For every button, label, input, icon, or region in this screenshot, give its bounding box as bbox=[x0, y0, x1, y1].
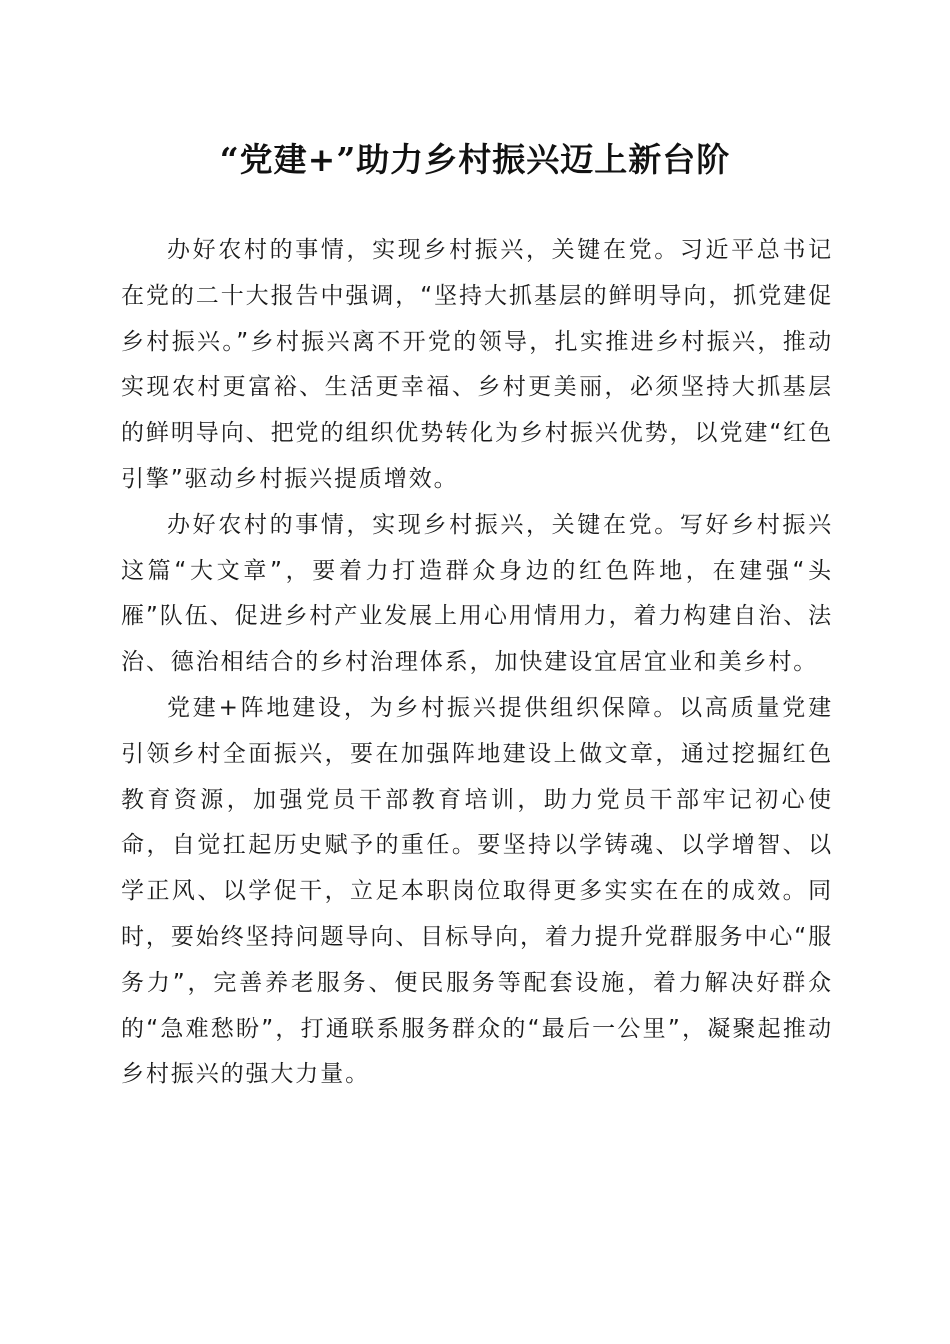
paragraph: 办好农村的事情，实现乡村振兴，关键在党。习近平总书记在党的二十大报告中强调，“坚持大抓基层的鲜明导向，抓党建促乡村振兴。”乡村振兴离不开党的领导，扎实推进乡村振兴，推动实现农村更富裕、生活更幸福、乡村更美丽，必须坚持大抓基层的鲜明导向、把党的组织优势转化为乡村振兴优势，以党建“红色引擎”驱动乡村振兴提质增效。 bbox=[121, 237, 833, 492]
paragraph: 办好农村的事情，实现乡村振兴，关键在党。写好乡村振兴这篇“大文章”，要着力打造群众身边的红色阵地，在建强“头雁”队伍、促进乡村产业发展上用心用情用力，着力构建自治、法治、德治相结合的乡村治理体系，加快建设宜居宜业和美乡村。 bbox=[121, 511, 833, 676]
document-title: “党建+”助力乡村振兴迈上新台阶 bbox=[219, 140, 731, 179]
document-body bbox=[121, 228, 833, 1098]
paragraph: 党建+阵地建设，为乡村振兴提供组织保障。以高质量党建引领乡村全面振兴，要在加强阵地建设上做文章，通过挖掘红色教育资源，加强党员干部教育培训，助力党员干部牢记初心使命，自觉扛起历史赋予的重任。要坚持以学铸魂、以学增智、以学正风、以学促干，立足本职岗位取得更多实实在在的成效。同时，要始终坚持问题导向、目标导向，着力提升党群服务中心“服务力”，完善养老服务、便民服务等配套设施，着力解决好群众的“急难愁盼”，打通联系服务群众的“最后一公里”，凝聚起推动乡村振兴的强大力量。 bbox=[121, 694, 833, 1088]
